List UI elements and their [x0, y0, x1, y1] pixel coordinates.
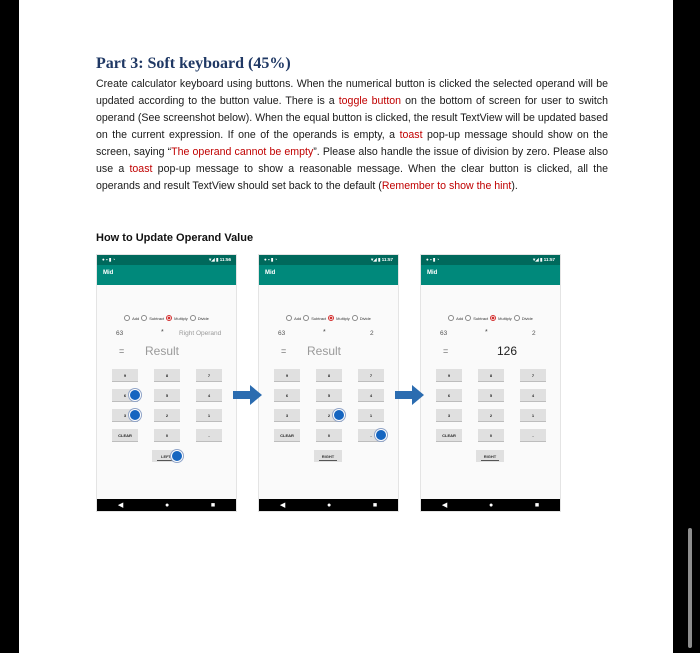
operand-toggle-button[interactable] — [476, 450, 504, 462]
phone-screenshot — [420, 254, 561, 512]
keypad — [259, 361, 398, 441]
radio-label: Subtract — [311, 315, 327, 321]
result-row — [421, 343, 560, 361]
key-label: 6 — [123, 392, 127, 398]
arrow-right-icon — [395, 384, 425, 406]
key-label: 5 — [165, 392, 169, 398]
key-label: CLEAR — [442, 432, 456, 438]
key-label: 4 — [207, 392, 211, 398]
highlighted-text: The operand cannot be empty — [171, 146, 314, 158]
equals-button[interactable]: = — [119, 346, 125, 356]
key-label: 8 — [489, 372, 493, 378]
instructions-paragraph — [96, 76, 608, 195]
radio-add[interactable] — [286, 315, 292, 321]
key-label: CLEAR — [118, 432, 132, 438]
paragraph-text: ”. Please also handle the issue of division by zero. Please also use a — [96, 146, 608, 175]
key-6[interactable] — [112, 389, 138, 401]
operand-toggle-button[interactable] — [152, 450, 180, 462]
operand-row — [97, 327, 236, 341]
touch-indicator-icon — [171, 450, 183, 462]
key-label: 4 — [531, 392, 535, 398]
status-time: ▾◢ ▮ 11:57 — [371, 257, 393, 262]
keypad — [421, 361, 560, 441]
key-label: 3 — [123, 412, 127, 418]
key-7[interactable] — [520, 369, 546, 381]
key-7[interactable] — [196, 369, 222, 381]
key-label: - — [532, 432, 534, 438]
radio-divide[interactable] — [514, 315, 520, 321]
key-label: - — [208, 432, 210, 438]
operation-radio-group — [97, 315, 236, 321]
key-8[interactable] — [478, 369, 504, 381]
key-5[interactable] — [154, 389, 180, 401]
toggle-indicator — [319, 460, 337, 461]
key-label: 8 — [165, 372, 169, 378]
key-2[interactable] — [316, 409, 342, 421]
key-2[interactable] — [478, 409, 504, 421]
key-clear[interactable] — [112, 429, 138, 441]
phone-screenshot — [258, 254, 399, 512]
radio-label: Subtract — [149, 315, 165, 321]
back-icon[interactable]: ◀ — [279, 501, 286, 509]
radio-subtract[interactable] — [141, 315, 147, 321]
key-label: 5 — [327, 392, 331, 398]
nav-bar — [259, 499, 398, 511]
right-operand[interactable]: 2 — [532, 330, 536, 337]
key-label: 7 — [531, 372, 535, 378]
key-label: 3 — [285, 412, 289, 418]
radio-multiply[interactable] — [166, 315, 172, 321]
key-label: 2 — [327, 412, 331, 418]
radio-label: Multiply — [174, 315, 188, 321]
left-operand[interactable]: 63 — [116, 330, 124, 337]
key-0[interactable] — [316, 429, 342, 441]
key-4[interactable] — [520, 389, 546, 401]
key-8[interactable] — [316, 369, 342, 381]
key-label: 9 — [285, 372, 289, 378]
recents-icon[interactable]: ■ — [210, 501, 216, 509]
key-0[interactable] — [478, 429, 504, 441]
paragraph-text: on the bottom of screen for user to switch operand (See screenshot below). When the equal button is clicked, the result TextView will be updated based on the current expression. If one of the operands is empty, a — [96, 95, 609, 141]
operand-row — [259, 327, 398, 341]
key-4[interactable] — [358, 389, 384, 401]
key-clear[interactable] — [274, 429, 300, 441]
key-6[interactable] — [274, 389, 300, 401]
highlighted-text: Remember to show the hint — [381, 180, 512, 192]
key-4[interactable] — [196, 389, 222, 401]
arrow-right-icon — [233, 384, 263, 406]
key-label: CLEAR — [280, 432, 294, 438]
highlighted-text: toggle button — [338, 95, 402, 107]
key-1[interactable] — [358, 409, 384, 421]
key-label: 1 — [531, 412, 535, 418]
key-label: 2 — [165, 412, 169, 418]
radio-multiply[interactable] — [328, 315, 334, 321]
phone-screenshot — [96, 254, 237, 512]
key-label: 0 — [489, 432, 493, 438]
result-row — [259, 343, 398, 361]
result-text: 126 — [497, 344, 518, 358]
status-time: ▾◢ ▮ 11:56 — [209, 257, 231, 262]
key-5[interactable] — [316, 389, 342, 401]
recents-icon[interactable]: ■ — [534, 501, 540, 509]
radio-label: Divide — [359, 315, 371, 321]
touch-indicator-icon — [129, 389, 141, 401]
key-0[interactable] — [154, 429, 180, 441]
radio-subtract[interactable] — [465, 315, 471, 321]
paragraph-text: Create calculator keyboard using buttons. When the numerical button is clicked the selected operand will be updated according to the button value. There is a — [96, 78, 608, 107]
status-icons: ● ▪ ▮ ◔ — [102, 257, 116, 262]
toggle-row — [97, 450, 236, 464]
section-heading: Part 3: Soft keyboard (45%) — [96, 55, 291, 72]
radio-divide[interactable] — [352, 315, 358, 321]
equals-button[interactable]: = — [281, 346, 287, 356]
home-icon[interactable]: ● — [164, 501, 170, 509]
toggle-row — [259, 450, 398, 464]
status-bar — [259, 255, 398, 265]
back-icon[interactable]: ◀ — [441, 501, 448, 509]
key-label: 7 — [369, 372, 373, 378]
back-icon[interactable]: ◀ — [117, 501, 124, 509]
status-bar — [421, 255, 560, 265]
radio-label: Divide — [197, 315, 209, 321]
key-8[interactable] — [154, 369, 180, 381]
operation-radio-group — [259, 315, 398, 321]
equals-button[interactable]: = — [443, 346, 449, 356]
key-9[interactable] — [436, 369, 462, 381]
highlighted-text: toast — [129, 163, 153, 175]
key-label: 9 — [447, 372, 451, 378]
touch-indicator-icon — [375, 429, 387, 441]
key-minus[interactable] — [358, 429, 384, 441]
toggle-label: RIGHT — [483, 453, 497, 459]
key-label: 9 — [123, 372, 127, 378]
left-operand[interactable]: 63 — [278, 330, 286, 337]
result-hint: Result — [145, 344, 180, 358]
radio-label: Subtract — [473, 315, 489, 321]
key-9[interactable] — [112, 369, 138, 381]
key-clear[interactable] — [436, 429, 462, 441]
operand-row — [421, 327, 560, 341]
key-label: 8 — [327, 372, 331, 378]
status-icons: ● ▪ ▮ ◔ — [426, 257, 440, 262]
key-minus[interactable] — [196, 429, 222, 441]
highlighted-text: toast — [399, 129, 423, 141]
key-7[interactable] — [358, 369, 384, 381]
key-label: 1 — [369, 412, 373, 418]
key-label: 4 — [369, 392, 373, 398]
home-icon[interactable]: ● — [488, 501, 494, 509]
recents-icon[interactable]: ■ — [372, 501, 378, 509]
key-3[interactable] — [112, 409, 138, 421]
radio-subtract[interactable] — [303, 315, 309, 321]
radio-label: Add — [294, 315, 302, 321]
right-operand-hint[interactable]: Right Operand — [179, 330, 222, 337]
status-icons: ● ▪ ▮ ◔ — [264, 257, 278, 262]
key-label: 6 — [447, 392, 451, 398]
key-label: 3 — [447, 412, 451, 418]
key-5[interactable] — [478, 389, 504, 401]
operation-radio-group — [421, 315, 560, 321]
paragraph-text: pop-up message to show a reasonable message. When the clear button is clicked, all the operands and result TextView should set back to the default ( — [96, 163, 609, 192]
key-label: 0 — [165, 432, 169, 438]
key-2[interactable] — [154, 409, 180, 421]
paragraph-text: pop-up message should show on the screen, saying “ — [96, 129, 608, 158]
nav-bar — [97, 499, 236, 511]
radio-add[interactable] — [124, 315, 130, 321]
operand-toggle-button[interactable] — [314, 450, 342, 462]
result-row — [97, 343, 236, 361]
radio-label: Add — [132, 315, 140, 321]
status-bar — [97, 255, 236, 265]
key-3[interactable] — [274, 409, 300, 421]
key-minus[interactable] — [520, 429, 546, 441]
app-title: Mid — [97, 265, 236, 285]
key-1[interactable] — [196, 409, 222, 421]
toggle-indicator — [481, 460, 499, 461]
key-9[interactable] — [274, 369, 300, 381]
key-3[interactable] — [436, 409, 462, 421]
key-6[interactable] — [436, 389, 462, 401]
nav-bar — [421, 499, 560, 511]
key-label: 7 — [207, 372, 211, 378]
toggle-label: RIGHT — [321, 453, 335, 459]
app-title: Mid — [421, 265, 560, 285]
key-label: 0 — [327, 432, 331, 438]
toggle-label: LEFT — [161, 453, 171, 459]
key-label: 6 — [285, 392, 289, 398]
right-operand[interactable]: 2 — [370, 330, 374, 337]
key-label: 1 — [207, 412, 211, 418]
touch-indicator-icon — [129, 409, 141, 421]
key-label: 2 — [489, 412, 493, 418]
radio-multiply[interactable] — [490, 315, 496, 321]
operator-label: * — [161, 329, 164, 336]
sub-heading: How to Update Operand Value — [96, 232, 254, 244]
paragraph-text: ). — [511, 180, 518, 192]
result-hint: Result — [307, 344, 342, 358]
left-operand[interactable]: 63 — [440, 330, 448, 337]
operator-label: * — [485, 329, 488, 336]
radio-label: Multiply — [498, 315, 512, 321]
radio-add[interactable] — [448, 315, 454, 321]
touch-indicator-icon — [333, 409, 345, 421]
app-title: Mid — [259, 265, 398, 285]
home-icon[interactable]: ● — [326, 501, 332, 509]
operator-label: * — [323, 329, 326, 336]
key-label: 5 — [489, 392, 493, 398]
toggle-row — [421, 450, 560, 464]
radio-label: Multiply — [336, 315, 350, 321]
key-label: - — [370, 432, 372, 438]
scrollbar-thumb[interactable] — [688, 528, 692, 648]
status-time: ▾◢ ▮ 11:57 — [533, 257, 555, 262]
radio-label: Divide — [521, 315, 533, 321]
keypad — [97, 361, 236, 441]
key-1[interactable] — [520, 409, 546, 421]
radio-label: Add — [456, 315, 464, 321]
radio-divide[interactable] — [190, 315, 196, 321]
